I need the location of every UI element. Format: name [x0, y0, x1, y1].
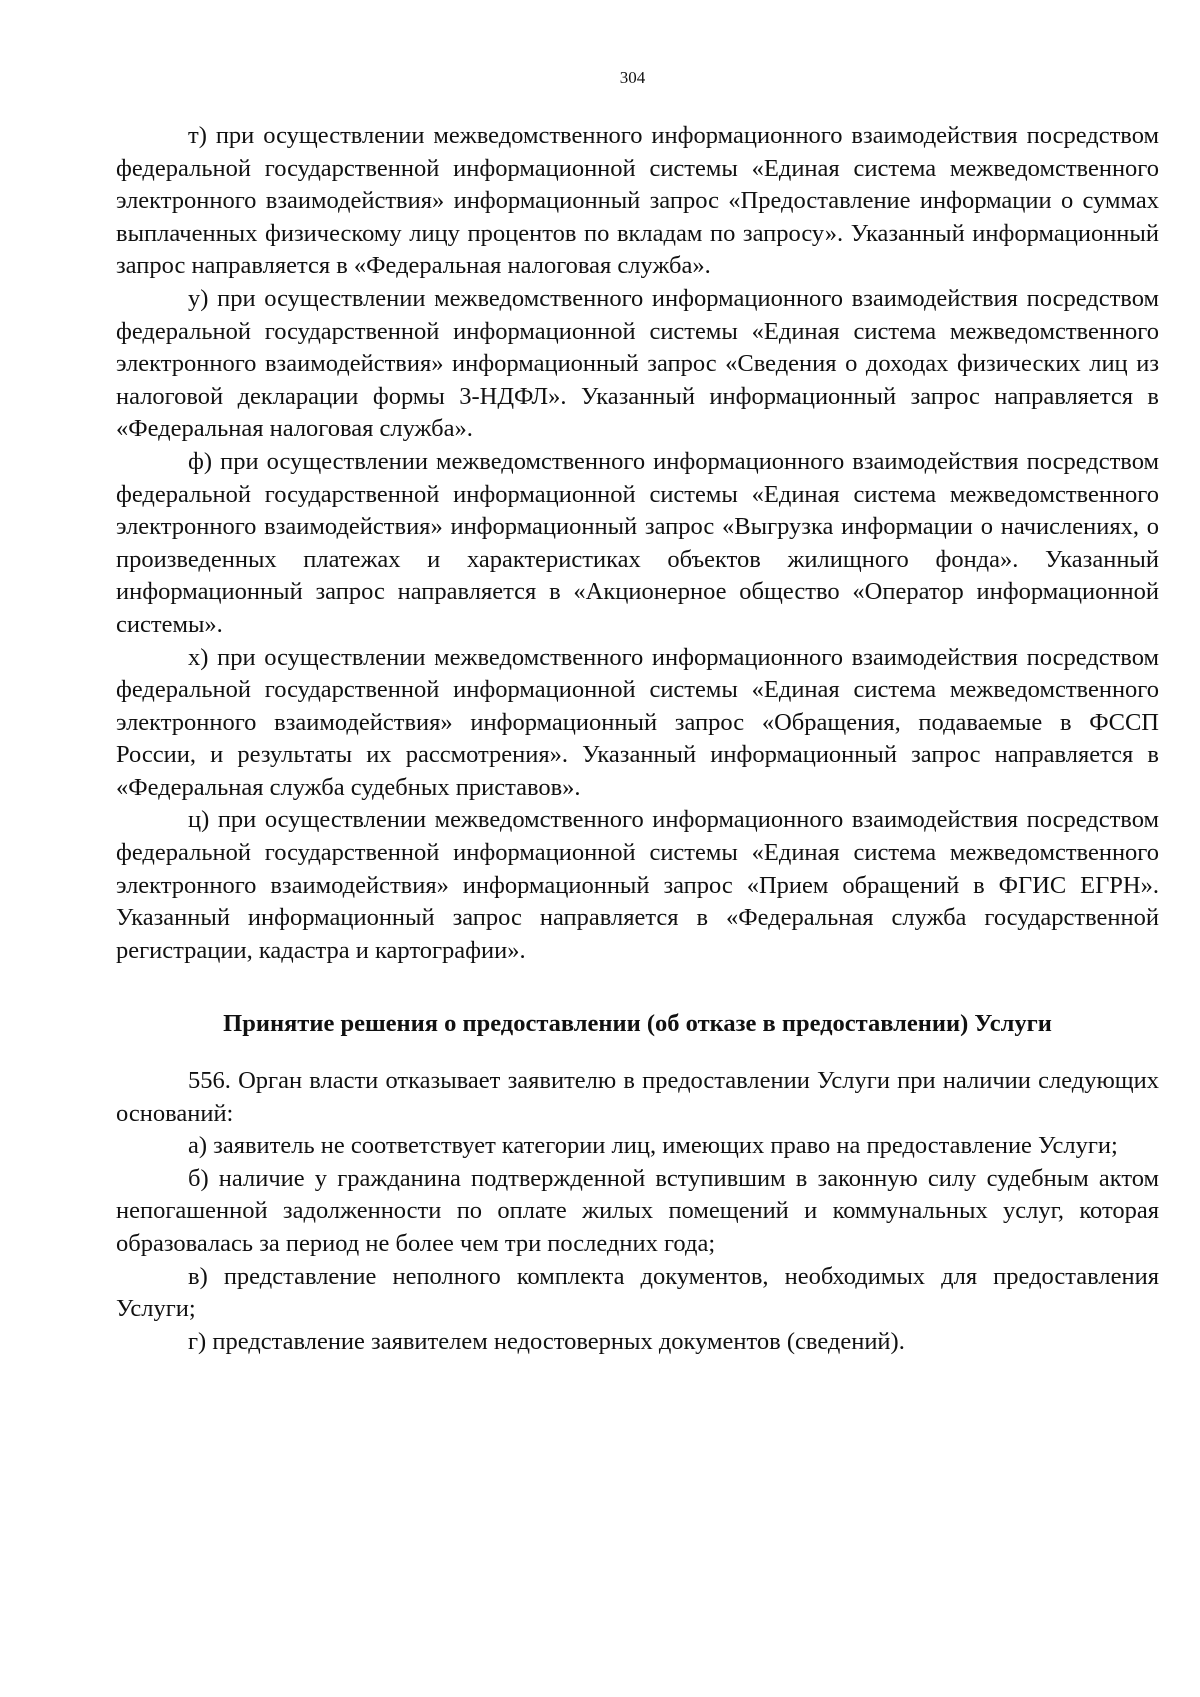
- item-text: при осуществлении межведомственного информационного взаимодействия посредством федеральной государственной информационной системы «Единая система межведомственного электронного взаимодействия» информационный запрос «Сведения о доходах физических лиц из налоговой декларации формы 3-НДФЛ». Указанный информационный запрос направляется в «Федеральная налоговая служба».: [116, 284, 1159, 443]
- item-marker: ф): [188, 447, 213, 475]
- paragraph-556: [116, 1065, 1159, 1130]
- paragraph-item-ts: [116, 804, 1159, 967]
- item-text: при осуществлении межведомственного информационного взаимодействия посредством федеральной государственной информационной системы «Единая система межведомственного электронного взаимодействия» информационный запрос «Предоставление информации о суммах выплаченных физическому лицу процентов по вкладам по запросу». Указанный информационный запрос направляется в «Федеральная налоговая служба».: [116, 122, 1159, 280]
- paragraph-item-g: [116, 1326, 1159, 1359]
- item-marker: 556.: [188, 1067, 231, 1095]
- item-marker: г): [188, 1327, 207, 1355]
- item-marker: а): [188, 1132, 208, 1160]
- paragraph-item-u: [116, 283, 1159, 446]
- item-text: при осуществлении межведомственного информационного взаимодействия посредством федеральной государственной информационной системы «Единая система межведомственного электронного взаимодействия» информационный запрос «Прием обращений в ФГИС ЕГРН». Указанный информационный запрос направляется в «Федеральная служба государственной регистрации, кадастра и картографии».: [116, 806, 1159, 964]
- item-marker: б): [188, 1164, 209, 1192]
- paragraph-item-kh: [116, 642, 1159, 805]
- document-body: [116, 120, 1159, 1358]
- item-text: заявитель не соответствует категории лиц, имеющих право на предоставление Услуги;: [213, 1132, 1118, 1160]
- paragraph-item-a: [116, 1130, 1159, 1163]
- item-text: представление заявителем недостоверных документов (сведений).: [212, 1327, 905, 1355]
- item-marker: в): [188, 1262, 208, 1290]
- paragraph-item-f: [116, 446, 1159, 642]
- item-text: наличие у гражданина подтвержденной вступившим в законную силу судебным актом непогашенной задолженности по оплате жилых помещений и коммунальных услуг, которая образовалась за период не более чем три последних года;: [116, 1164, 1159, 1257]
- item-text: представление неполного комплекта документов, необходимых для предоставления Услуги;: [116, 1262, 1159, 1323]
- item-text: при осуществлении межведомственного информационного взаимодействия посредством федеральной государственной информационной системы «Единая система межведомственного электронного взаимодействия» информационный запрос «Выгрузка информации о начислениях, о произведенных платежах и характеристиках объектов жилищного фонда». Указанный информационный запрос направляется в «Акционерное общество «Оператор информационной системы».: [116, 447, 1159, 638]
- item-text: при осуществлении межведомственного информационного взаимодействия посредством федеральной государственной информационной системы «Единая система межведомственного электронного взаимодействия» информационный запрос «Обращения, подаваемые в ФССП России, и результаты их рассмотрения». Указанный информационный запрос направляется в «Федеральная служба судебных приставов».: [116, 643, 1159, 801]
- page-number: 304: [619, 68, 646, 87]
- paragraph-item-v: [116, 1261, 1159, 1326]
- item-marker: т): [188, 122, 207, 149]
- item-marker: у): [188, 284, 209, 312]
- paragraph-item-b: [116, 1163, 1159, 1261]
- paragraph-item-t: [116, 120, 1159, 283]
- item-text: Орган власти отказывает заявителю в предоставлении Услуги при наличии следующих оснований:: [116, 1067, 1159, 1127]
- item-marker: ц): [188, 806, 210, 834]
- section-heading: Принятие решения о предоставлении (об отказе в предоставлении) Услуги: [223, 1010, 1052, 1038]
- item-marker: х): [188, 643, 209, 671]
